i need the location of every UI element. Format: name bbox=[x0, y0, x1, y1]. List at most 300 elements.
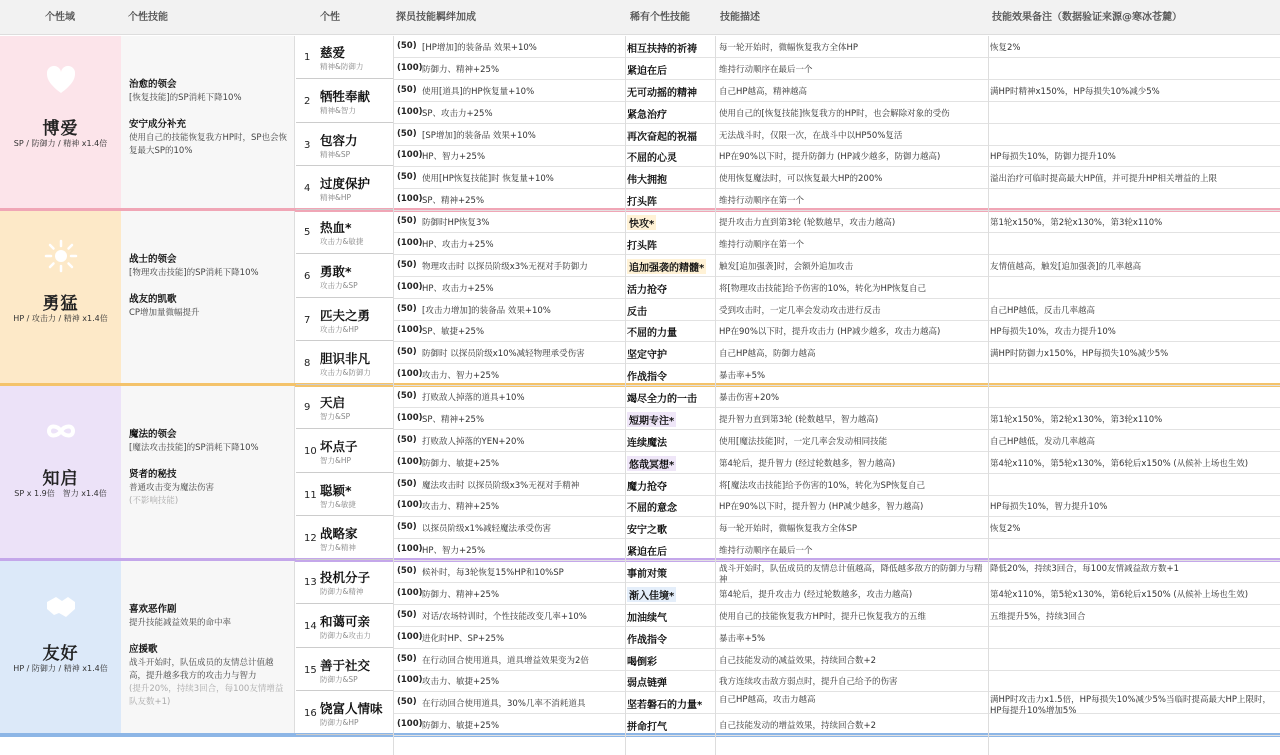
rare-skill: 伟大拥抱 bbox=[627, 175, 667, 187]
rare-skill: 喝倒彩 bbox=[627, 656, 657, 668]
bond-bonus: HP、智力+25% bbox=[422, 152, 486, 163]
rare-skill: 加油续气 bbox=[627, 612, 667, 624]
table-row bbox=[393, 190, 1280, 211]
rare-skill: 反击 bbox=[627, 306, 647, 318]
bond-level: (50) bbox=[397, 434, 417, 445]
skill-description: 维持行动顺序在第一个 bbox=[719, 239, 805, 250]
bond-level: (50) bbox=[397, 172, 417, 183]
bond-level: (50) bbox=[397, 653, 417, 664]
personality-stats: 防御力&攻击力 bbox=[320, 630, 371, 640]
table-row bbox=[393, 715, 1280, 736]
table-row bbox=[393, 475, 1280, 496]
table-row bbox=[393, 693, 1280, 717]
header-desc: 技能描述 bbox=[720, 12, 760, 23]
personality-name: 天启 bbox=[320, 395, 346, 410]
rare-skill: 作战指令 bbox=[627, 634, 667, 646]
personality-cell bbox=[296, 475, 393, 517]
domain-skills bbox=[121, 561, 295, 736]
personality-number: 2 bbox=[304, 95, 311, 107]
table-row bbox=[393, 584, 1280, 605]
personality-cell bbox=[296, 212, 393, 254]
personality-number: 7 bbox=[304, 314, 311, 326]
bond-level: (100) bbox=[397, 587, 423, 598]
personality-number: 16 bbox=[304, 708, 317, 720]
personality-number: 14 bbox=[304, 620, 317, 632]
rare-skill: 魔力抢夺 bbox=[627, 481, 667, 493]
skill-note: 自己HP越低，发动几率越高 bbox=[990, 436, 1096, 447]
skill-description: 第4轮后，提升智力 (经过轮数越多，智力越高) bbox=[719, 458, 896, 469]
personality-cell bbox=[296, 125, 393, 167]
table-row bbox=[393, 606, 1280, 627]
skill-note: 恢复2% bbox=[990, 43, 1021, 53]
table-row bbox=[393, 212, 1280, 233]
skill-note: 友情值越高，触发[追加强袭]的几率越高 bbox=[990, 261, 1142, 272]
bond-level: (100) bbox=[397, 544, 423, 555]
skill-description: 自己技能发动的减益效果，持续回合数+2 bbox=[719, 655, 877, 666]
personality-cell bbox=[296, 300, 393, 342]
bond-level: (100) bbox=[397, 325, 423, 336]
header-skill: 个性技能 bbox=[128, 12, 168, 23]
skill-description: 每一轮开始时，微幅恢复我方全体HP bbox=[719, 43, 859, 53]
domain-skills bbox=[121, 386, 295, 561]
domain-skill-title: 应援歌 bbox=[129, 644, 158, 655]
bond-bonus: 以探员阶级x1%减轻魔法承受伤害 bbox=[422, 524, 552, 535]
table-row bbox=[393, 650, 1280, 671]
bond-level: (100) bbox=[397, 456, 423, 467]
domain-skill-desc: 提升技能减益效果的命中率 bbox=[129, 618, 232, 628]
personality-name: 匹夫之勇 bbox=[320, 307, 371, 323]
domain-skill-title: 喜欢恶作剧 bbox=[129, 604, 177, 615]
personality-stats: 智力&敏捷 bbox=[320, 499, 356, 509]
skill-note: 溢出治疗可临时提高最大HP值，并可提升HP相关增益的上限 bbox=[990, 174, 1218, 185]
domain-skill-title: 战士的领会 bbox=[129, 254, 177, 265]
personality-cell bbox=[296, 81, 393, 123]
bond-level: (50) bbox=[397, 697, 417, 708]
rare-skill: 竭尽全力的一击 bbox=[627, 394, 697, 405]
bond-bonus: 进化时HP、SP+25% bbox=[422, 633, 505, 644]
skill-description: HP在90%以下时，提升攻击力 (HP减少越多，攻击力越高) bbox=[719, 327, 941, 338]
skill-note: 五维提升5%，持续3回合 bbox=[990, 611, 1086, 622]
skill-description: 使用自己的[恢复技能]恢复我方的HP时，也会解除对象的受伤 bbox=[719, 108, 950, 119]
personality-number: 6 bbox=[304, 270, 311, 282]
personality-cell bbox=[296, 518, 393, 560]
domain-skill bbox=[129, 603, 289, 630]
domain-skill-title: 安宁成分补充 bbox=[129, 119, 187, 130]
table-row bbox=[393, 278, 1280, 299]
rare-skill: 连续魔法 bbox=[627, 437, 667, 449]
table-row bbox=[393, 234, 1280, 255]
personality-cell bbox=[296, 650, 393, 692]
domain-skill bbox=[129, 643, 289, 709]
bond-bonus: 候补时，每3轮恢复15%HP和10%SP bbox=[422, 568, 564, 578]
rare-skill: 活力抢夺 bbox=[627, 284, 667, 296]
bond-bonus: 在行动回合使用道具，30%几率不消耗道具 bbox=[422, 699, 586, 710]
skill-description: 我方连续攻击敌方弱点时，提升自己给予的伤害 bbox=[719, 677, 898, 688]
table-row bbox=[393, 387, 1280, 408]
skill-description: 提升智力直到第3轮 (轮数越早，智力越高) bbox=[719, 414, 879, 425]
skill-description: 维持行动顺序在最后一个 bbox=[719, 64, 813, 75]
table-row bbox=[393, 540, 1280, 561]
bond-level: (50) bbox=[397, 303, 417, 314]
table-row bbox=[393, 37, 1280, 58]
domain-skill bbox=[129, 468, 289, 508]
heart-icon bbox=[44, 64, 78, 98]
skill-note: 满HP时精神x150%，HP每损失10%减少5% bbox=[990, 86, 1160, 97]
skill-description: 提升攻击力直到第3轮 (轮数越早，攻击力越高) bbox=[719, 218, 896, 228]
skill-description: 将[物理攻击技能]给予伤害的10%，转化为HP恢复自己 bbox=[719, 283, 927, 294]
rare-skill: 紧迫在后 bbox=[627, 65, 667, 77]
skill-description: 使用自己的技能恢复我方HP时，提升已恢复我方的五维 bbox=[719, 611, 927, 622]
rare-skill: 事前对策 bbox=[627, 569, 667, 580]
personality-name: 善于社交 bbox=[320, 657, 371, 673]
domain-cell bbox=[0, 211, 121, 386]
bond-level: (100) bbox=[397, 412, 423, 423]
skill-description: 受到攻击时，一定几率会发动攻击进行反击 bbox=[719, 305, 881, 316]
skill-note: HP每损失10%，智力提升10% bbox=[990, 502, 1108, 513]
table-header bbox=[0, 0, 1280, 35]
personality-name: 战略家 bbox=[320, 526, 358, 542]
domain-name: 知启 bbox=[42, 468, 79, 489]
personality-cell bbox=[296, 256, 393, 298]
rare-skill: 打头阵 bbox=[627, 197, 657, 209]
domain-skill-title: 治愈的领会 bbox=[129, 79, 177, 90]
personality-cell bbox=[296, 606, 393, 648]
bond-level: (50) bbox=[397, 391, 417, 401]
skill-description: HP在90%以下时，提升防御力 (HP减少越多，防御力越高) bbox=[719, 152, 941, 163]
skill-description: 暴击率+5% bbox=[719, 371, 766, 382]
rare-skill: 不屈的意念 bbox=[627, 503, 677, 515]
bond-level: (50) bbox=[397, 478, 417, 489]
table-row bbox=[393, 103, 1280, 124]
personality-stats: 智力&HP bbox=[320, 455, 352, 465]
personality-name: 慈爱 bbox=[320, 45, 346, 60]
personality-number: 1 bbox=[304, 52, 311, 63]
personality-cell bbox=[296, 431, 393, 473]
rare-skill: 作战指令 bbox=[627, 372, 667, 384]
bond-level: (100) bbox=[397, 194, 423, 205]
domain-name: 友好 bbox=[42, 643, 79, 664]
table-row bbox=[393, 146, 1280, 167]
personality-name: 包容力 bbox=[320, 132, 358, 148]
bond-bonus: 对话/农场特训时，个性技能改变几率+10% bbox=[422, 611, 587, 622]
skill-note: 第4轮x110%，第5轮x130%，第6轮后x150% (从候补上场也生效) bbox=[990, 589, 1249, 600]
domain-stats: SP / 防御力 / 精神 x1.4倍 bbox=[13, 138, 108, 148]
skill-description: 战斗开始时，队伍成员的友情总计值越高，降低越多敌方的防御力与精神 bbox=[719, 564, 983, 585]
personality-name: 和蔼可亲 bbox=[320, 613, 371, 629]
personality-stats: 攻击力&敏捷 bbox=[320, 237, 364, 246]
personality-cell bbox=[296, 693, 393, 735]
personality-number: 4 bbox=[304, 183, 311, 195]
bond-level: (100) bbox=[397, 631, 423, 642]
bond-bonus: HP、攻击力+25% bbox=[422, 283, 494, 294]
personality-name: 过度保护 bbox=[320, 176, 371, 192]
rare-skill: 渐入佳境* bbox=[627, 587, 676, 602]
column-divider bbox=[393, 36, 394, 755]
bond-bonus: 防御时 以探员阶级x10%减轻物理承受伤害 bbox=[422, 349, 585, 360]
skill-note: 第1轮x150%，第2轮x130%，第3轮x110% bbox=[990, 414, 1163, 425]
bond-bonus: SP、精神+25% bbox=[422, 414, 485, 425]
bond-level: (100) bbox=[397, 500, 423, 511]
bond-level: (50) bbox=[397, 522, 417, 533]
table-row bbox=[393, 321, 1280, 342]
skill-description: 自己HP越高，精神越高 bbox=[719, 86, 808, 97]
personality-stats: 智力&精神 bbox=[320, 543, 356, 553]
personality-stats: 精神&HP bbox=[320, 193, 352, 203]
handshake-icon bbox=[44, 589, 78, 623]
bond-level: (50) bbox=[397, 41, 417, 51]
column-divider bbox=[715, 36, 716, 755]
bond-bonus: HP、智力+25% bbox=[422, 546, 486, 557]
skill-note: 第1轮x150%，第2轮x130%，第3轮x110% bbox=[990, 218, 1163, 228]
bond-bonus: 攻击力、智力+25% bbox=[422, 371, 500, 382]
personality-stats: 精神&防御力 bbox=[320, 62, 364, 71]
rare-skill: 短期专注* bbox=[627, 412, 676, 427]
header-personality: 个性 bbox=[320, 12, 340, 23]
domain-skill-desc: [魔法攻击技能]的SP消耗下降10% bbox=[129, 443, 259, 453]
bond-bonus: SP、精神+25% bbox=[422, 196, 485, 207]
bond-bonus: 攻击力、精神+25% bbox=[422, 502, 500, 513]
skill-description: 自己HP越高，防御力越高 bbox=[719, 349, 816, 360]
bond-level: (50) bbox=[397, 216, 417, 226]
domain-skill-desc: 使用自己的技能恢复我方HP时，SP也会恢复最大SP的10% bbox=[129, 133, 288, 156]
header-rare: 稀有个性技能 bbox=[630, 12, 690, 23]
domain-skill-title: 战友的凯歌 bbox=[129, 294, 177, 305]
bond-bonus: 在行动回合使用道具，道具增益效果变为2倍 bbox=[422, 655, 589, 666]
bond-bonus: 打败敌人掉落的YEN+20% bbox=[422, 436, 525, 447]
table-row bbox=[393, 256, 1280, 277]
personality-number: 5 bbox=[304, 227, 311, 238]
skill-description: 暴击率+5% bbox=[719, 633, 766, 644]
table-row bbox=[393, 671, 1280, 692]
rare-skill: 紧迫在后 bbox=[627, 547, 667, 559]
bond-level: (50) bbox=[397, 84, 417, 95]
domain-skill bbox=[129, 428, 289, 455]
table-row bbox=[393, 365, 1280, 386]
header-note: 技能效果备注（数据验证来源@寒冰苍麓） bbox=[992, 12, 1182, 23]
table-row bbox=[393, 496, 1280, 517]
personality-cell bbox=[296, 37, 393, 79]
column-divider bbox=[988, 36, 989, 755]
domain-cell bbox=[0, 561, 121, 736]
bond-bonus: 防御时HP恢复3% bbox=[422, 218, 490, 228]
rare-skill: 打头阵 bbox=[627, 240, 657, 252]
skill-note: 降低20%，持续3回合，每100友情减益敌方数+1 bbox=[990, 564, 1180, 574]
table-row bbox=[393, 431, 1280, 452]
bond-level: (100) bbox=[397, 369, 423, 380]
rare-skill: 不屈的心灵 bbox=[627, 153, 677, 165]
personality-cell bbox=[296, 562, 393, 604]
rare-skill: 悠哉冥想* bbox=[627, 456, 676, 471]
rare-skill: 拼命打气 bbox=[627, 722, 667, 734]
skill-description: 暴击伤害+20% bbox=[719, 393, 780, 403]
skill-note: 满HP时攻击力x1.5倍，HP每损失10%减少5%当临时提高最大HP上限时，HP每提升10%增加5% bbox=[990, 695, 1271, 717]
domain-skill bbox=[129, 253, 289, 280]
bond-level: (100) bbox=[397, 150, 423, 161]
table-row bbox=[393, 409, 1280, 430]
skill-description: 使用[魔法技能]时，一定几率会发动相同技能 bbox=[719, 436, 888, 447]
bond-level: (100) bbox=[397, 719, 423, 730]
personality-stats: 防御力&HP bbox=[320, 718, 359, 728]
domain-skill-desc: 战斗开始时，队伍成员的友情总计值越高，提升越多我方的攻击力与智力 bbox=[129, 658, 274, 681]
domain-stats: HP / 防御力 / 精神 x1.4倍 bbox=[13, 663, 108, 673]
rare-skill: 紧急治疗 bbox=[627, 109, 667, 121]
column-divider bbox=[625, 36, 626, 755]
bond-bonus: SP、敏捷+25% bbox=[422, 327, 485, 338]
bond-bonus: 魔法攻击时 以探员阶级x3%无视对手精神 bbox=[422, 480, 580, 491]
domain-skill-desc: [物理攻击技能]的SP消耗下降10% bbox=[129, 268, 259, 278]
personality-stats: 防御力&SP bbox=[320, 674, 358, 684]
domain-skill bbox=[129, 78, 289, 105]
rare-skill: 无可动摇的精神 bbox=[627, 87, 697, 99]
bond-bonus: 打败敌人掉落的道具+10% bbox=[422, 393, 525, 403]
skill-description: 自己技能发动的增益效果，持续回合数+2 bbox=[719, 721, 877, 732]
personality-number: 11 bbox=[304, 489, 317, 501]
bond-level: (50) bbox=[397, 566, 417, 576]
rare-skill: 追加强袭的精髓* bbox=[627, 259, 706, 274]
bond-level: (50) bbox=[397, 128, 417, 139]
domain-name: 博爱 bbox=[42, 118, 79, 139]
domain-skill bbox=[129, 118, 289, 158]
domain-name: 勇猛 bbox=[42, 293, 79, 314]
bond-bonus: 防御力、精神+25% bbox=[422, 64, 500, 75]
domain-skill-title: 贤者的秘技 bbox=[129, 469, 177, 480]
domain-cell bbox=[0, 386, 121, 561]
bond-level: (50) bbox=[397, 259, 417, 270]
personality-cell bbox=[296, 168, 393, 210]
bond-bonus: 使用[道具]的HP恢复量+10% bbox=[422, 86, 535, 97]
skill-note: 满HP时防御力x150%，HP每损失10%减少5% bbox=[990, 349, 1169, 360]
personality-name: 坏点子 bbox=[320, 438, 358, 454]
bond-bonus: 攻击力、敏捷+25% bbox=[422, 677, 500, 688]
skill-description: 维持行动顺序在最后一个 bbox=[719, 546, 813, 557]
domain-stats: SP x 1.9倍 智力 x1.4倍 bbox=[14, 488, 107, 498]
bond-bonus: 防御力、敏捷+25% bbox=[422, 458, 500, 469]
personality-name: 聪颖* bbox=[320, 482, 352, 498]
personality-name: 牺牲奉献 bbox=[320, 88, 371, 104]
skill-note: 自己HP越低，反击几率越高 bbox=[990, 305, 1096, 316]
rare-skill: 再次奋起的祝福 bbox=[627, 131, 697, 143]
personality-number: 15 bbox=[304, 664, 317, 676]
rare-skill: 弱点链弹 bbox=[627, 678, 667, 690]
bond-level: (50) bbox=[397, 347, 417, 358]
bond-level: (50) bbox=[397, 609, 417, 620]
bond-level: (100) bbox=[397, 675, 423, 686]
personality-number: 9 bbox=[304, 402, 311, 413]
bond-level: (100) bbox=[397, 62, 423, 73]
skill-description: 每一轮开始时，微幅恢复我方全体SP bbox=[719, 524, 858, 535]
personality-cell bbox=[296, 387, 393, 429]
header-domain: 个性域 bbox=[45, 12, 75, 23]
personality-name: 热血* bbox=[320, 220, 352, 235]
bond-level: (100) bbox=[397, 281, 423, 292]
table-row bbox=[393, 300, 1280, 321]
domain-cell bbox=[0, 36, 121, 211]
skill-description: 自己HP越高，攻击力越高 bbox=[719, 695, 816, 706]
domain-skill-note: (提升20%，持续3回合，每100友情增益队友数+1) bbox=[129, 684, 284, 707]
personality-cell bbox=[296, 343, 393, 385]
personality-stats: 精神&SP bbox=[320, 149, 351, 159]
personality-stats: 攻击力&SP bbox=[320, 280, 358, 290]
bond-bonus: 防御力、精神+25% bbox=[422, 589, 500, 600]
personality-number: 8 bbox=[304, 358, 311, 370]
bond-bonus: 物理攻击时 以探员阶级x3%无视对手防御力 bbox=[422, 261, 588, 272]
skill-description: HP在90%以下时，提升智力 (HP减少越多，智力越高) bbox=[719, 502, 924, 513]
rare-skill: 快攻* bbox=[627, 215, 656, 230]
personality-number: 10 bbox=[304, 445, 317, 457]
skill-description: 将[魔法攻击技能]给予伤害的10%，转化为SP恢复自己 bbox=[719, 480, 926, 491]
bond-bonus: SP、攻击力+25% bbox=[422, 108, 493, 119]
domain-skill-title: 魔法的领会 bbox=[129, 429, 177, 440]
personality-stats: 攻击力&HP bbox=[320, 324, 359, 334]
domain-skills bbox=[121, 211, 295, 386]
sun-icon bbox=[44, 239, 78, 273]
domain-skill-desc: CP增加量微幅提升 bbox=[129, 308, 200, 318]
domain-skills bbox=[121, 36, 295, 211]
personality-number: 13 bbox=[304, 577, 317, 588]
personality-stats: 精神&智力 bbox=[320, 105, 356, 115]
infinity-icon bbox=[44, 414, 78, 448]
bond-bonus: 使用[HP恢复技能]时 恢复量+10% bbox=[422, 174, 554, 185]
domain-skill bbox=[129, 293, 289, 320]
table-row bbox=[393, 518, 1280, 539]
skill-description: 触发[追加强袭]时，会额外追加攻击 bbox=[719, 261, 854, 272]
table-row bbox=[393, 168, 1280, 189]
table-row bbox=[393, 81, 1280, 102]
skill-description: 第4轮后，提升攻击力 (经过轮数越多，攻击力越高) bbox=[719, 589, 913, 600]
bond-bonus: [攻击力增加]的装备品 效果+10% bbox=[422, 305, 551, 316]
personality-stats: 智力&SP bbox=[320, 412, 351, 421]
personality-name: 胆识非凡 bbox=[320, 351, 371, 367]
bond-bonus: [HP增加]的装备品 效果+10% bbox=[422, 43, 537, 53]
bond-bonus: [SP增加]的装备品 效果+10% bbox=[422, 130, 536, 141]
table-row bbox=[393, 628, 1280, 649]
domain-skill-desc: [恢复技能]的SP消耗下降10% bbox=[129, 93, 242, 103]
bond-level: (100) bbox=[397, 237, 423, 248]
domain-skill-desc: 普通攻击变为魔法伤害 bbox=[129, 483, 215, 493]
table-row bbox=[393, 59, 1280, 80]
bond-bonus: HP、攻击力+25% bbox=[422, 239, 494, 250]
skill-note: 恢复2% bbox=[990, 524, 1021, 535]
personality-name: 投机分子 bbox=[320, 570, 371, 585]
skill-description: 使用恢复魔法时，可以恢复最大HP的200% bbox=[719, 174, 883, 185]
personality-number: 3 bbox=[304, 139, 311, 151]
personality-stats: 攻击力&防御力 bbox=[320, 368, 371, 378]
personality-stats: 防御力&精神 bbox=[320, 587, 364, 596]
bond-bonus: 防御力、敏捷+25% bbox=[422, 721, 500, 732]
domain-stats: HP / 攻击力 / 精神 x1.4倍 bbox=[13, 313, 108, 323]
personality-name: 勇敢* bbox=[320, 263, 352, 279]
skill-note: HP每损失10%，攻击力提升10% bbox=[990, 327, 1116, 338]
bond-level: (100) bbox=[397, 106, 423, 117]
skill-note: 第4轮x110%，第5轮x130%，第6轮后x150% (从候补上场也生效) bbox=[990, 458, 1249, 469]
skill-description: 无法战斗时，仅限一次，在战斗中以HP50%复活 bbox=[719, 130, 903, 141]
rare-skill: 相互扶持的祈祷 bbox=[627, 44, 697, 55]
header-bond: 探员技能羁绊加成 bbox=[396, 12, 476, 23]
table-row bbox=[393, 343, 1280, 364]
personality-name: 饶富人情味 bbox=[320, 701, 383, 717]
rare-skill: 不屈的力量 bbox=[627, 328, 677, 340]
rare-skill: 安宁之歌 bbox=[627, 525, 667, 537]
table-row bbox=[393, 562, 1280, 583]
table-row bbox=[393, 125, 1280, 146]
rare-skill: 坚定守护 bbox=[627, 350, 667, 362]
skill-description: 维持行动顺序在第一个 bbox=[719, 196, 805, 207]
personality-number: 12 bbox=[304, 533, 317, 545]
domain-skill-note: (不影响技能) bbox=[129, 496, 179, 506]
skill-note: HP每损失10%，防御力提升10% bbox=[990, 152, 1116, 163]
table-row bbox=[393, 453, 1280, 474]
rare-skill: 坚若磐石的力量* bbox=[627, 700, 703, 712]
